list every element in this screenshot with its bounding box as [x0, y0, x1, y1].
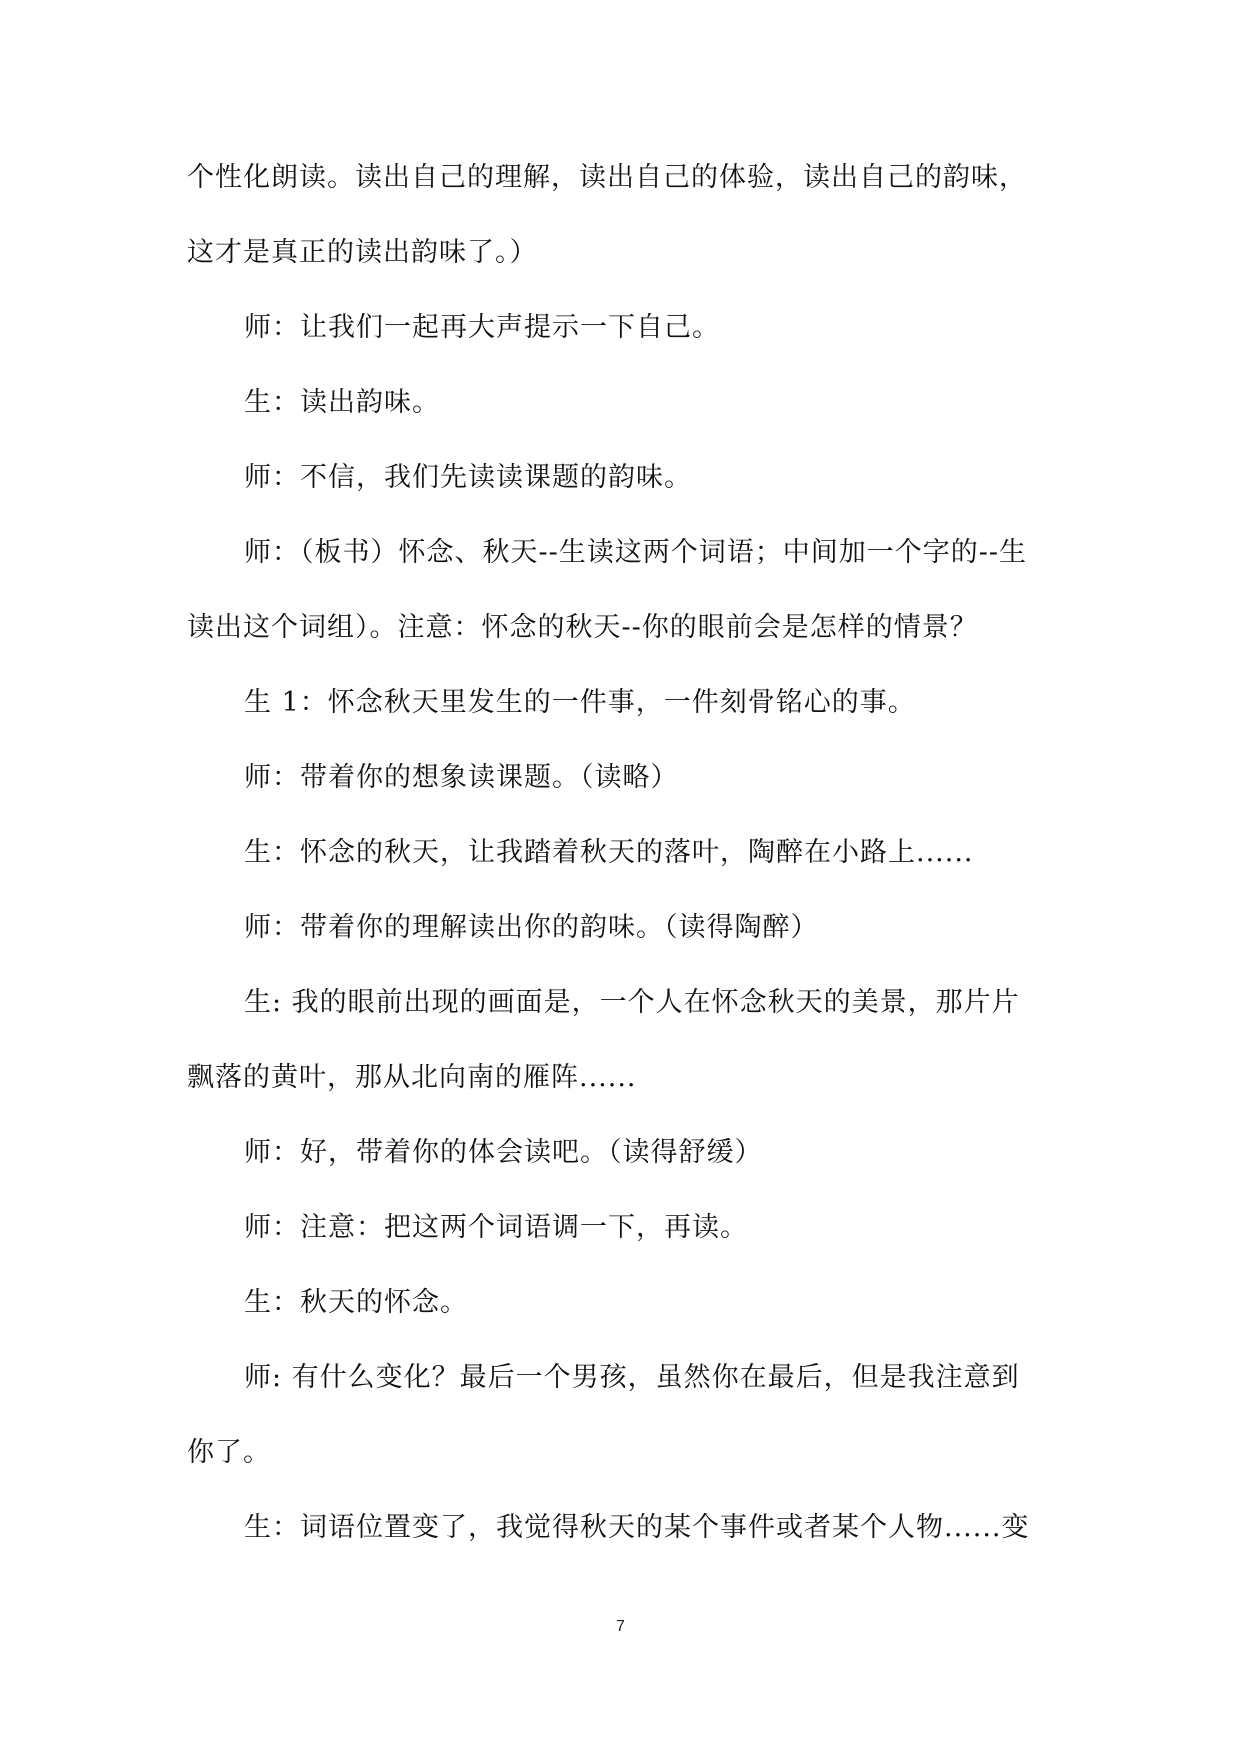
text-line: 师：好，带着你的体会读吧。（读得舒缓）: [244, 1137, 763, 1168]
page-number: 7: [616, 1618, 625, 1635]
text-line: 生：秋天的怀念。: [244, 1287, 468, 1318]
text-line: 生：词语位置变了，我觉得秋天的某个事件或者某个人物......变: [244, 1512, 1030, 1543]
text-line: 读出这个词组）。注意：怀念的秋天--你的眼前会是怎样的情景？: [187, 612, 978, 643]
text-line: 师: 有什么变化？最后一个男孩，虽然你在最后，但是我注意到: [244, 1362, 1020, 1393]
text-line: 师：让我们一起再大声提示一下自己。: [244, 312, 720, 343]
text-line: 师：不信，我们先读读课题的韵味。: [244, 462, 692, 493]
text-line: 个性化朗读。读出自己的理解，读出自己的体验，读出自己的韵味，: [187, 162, 1027, 193]
text-line: 你了。: [187, 1437, 271, 1468]
text-line: 生：读出韵味。: [244, 387, 440, 418]
text-line: 这才是真正的读出韵味了。）: [187, 237, 538, 268]
text-line: 飘落的黄叶，那从北向南的雁阵......: [187, 1062, 637, 1093]
document-body: [187, 140, 1057, 1565]
text-line: 生：怀念的秋天，让我踏着秋天的落叶，陶醉在小路上......: [244, 837, 974, 868]
text-line: 师：（板书）怀念、秋天--生读这两个词语；中间加一个字的--生: [244, 537, 1027, 568]
text-line: 师：注意：把这两个词语调一下，再读。: [244, 1212, 748, 1243]
text-line: 师：带着你的想象读课题。（读略）: [244, 762, 679, 793]
text-line: 生: 我的眼前出现的画面是，一个人在怀念秋天的美景，那片片: [244, 987, 1020, 1018]
text-line: 师：带着你的理解读出你的韵味。（读得陶醉）: [244, 912, 819, 943]
text-line: 生 1：怀念秋天里发生的一件事，一件刻骨铭心的事。: [244, 687, 916, 718]
